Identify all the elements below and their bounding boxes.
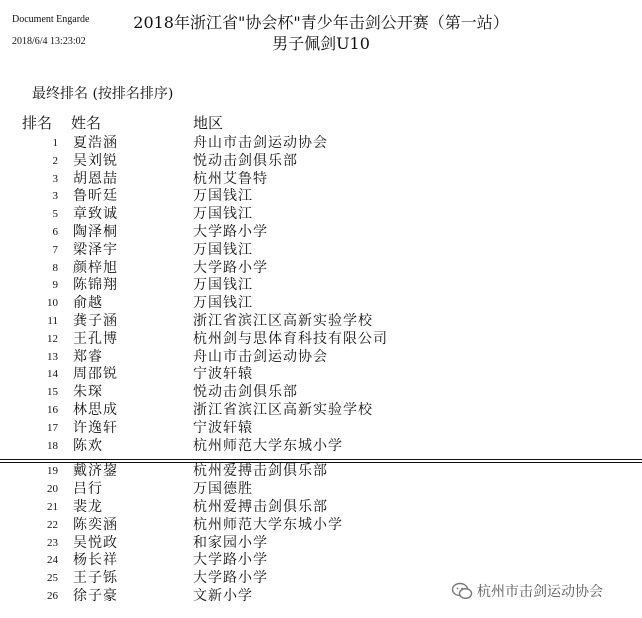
column-header-rank: 排名: [22, 114, 53, 132]
table-row: [0, 481, 642, 499]
region-cell: 舟山市击剑运动协会: [193, 348, 328, 365]
rank-cell: 13: [47, 350, 58, 363]
rank-cell: 2: [52, 154, 58, 167]
cut-line-divider: [0, 459, 642, 460]
table-row: [0, 349, 642, 367]
region-cell: 悦动击剑俱乐部: [193, 152, 298, 169]
region-cell: 大学路小学: [193, 570, 268, 587]
name-cell: 杨长祥: [73, 552, 118, 569]
region-cell: 万国钱江: [193, 188, 253, 205]
region-cell: 万国钱江: [193, 206, 253, 223]
region-cell: 舟山市击剑运动协会: [193, 135, 328, 151]
table-row: [0, 171, 642, 189]
region-cell: 万国德胜: [193, 481, 253, 498]
rank-cell: 3: [52, 172, 58, 185]
region-cell: 杭州艾鲁特: [193, 170, 268, 187]
name-cell: 章致诚: [73, 206, 118, 223]
name-cell: 胡恩喆: [73, 170, 118, 187]
region-cell: 悦动击剑俱乐部: [193, 384, 298, 401]
name-cell: 陈奕涵: [73, 516, 118, 533]
table-row: [0, 153, 642, 171]
column-header-region: 地区: [193, 114, 224, 132]
name-cell: 戴济鋆: [73, 463, 118, 480]
region-cell: 大学路小学: [193, 259, 268, 276]
name-cell: 许逸轩: [73, 419, 118, 436]
table-row: [0, 313, 642, 331]
name-cell: 裴龙: [73, 498, 103, 515]
name-cell: 龚子涵: [73, 312, 118, 329]
rank-cell: 15: [47, 386, 58, 399]
region-cell: 杭州爱搏击剑俱乐部: [193, 463, 328, 480]
name-cell: 梁泽宇: [73, 241, 118, 258]
rank-cell: 5: [52, 208, 58, 221]
rank-cell: 25: [47, 572, 58, 585]
name-cell: 夏浩涵: [73, 135, 118, 151]
rank-cell: 20: [47, 483, 58, 496]
table-row: [0, 331, 642, 349]
rank-cell: 12: [47, 332, 58, 345]
rank-cell: 16: [47, 403, 58, 416]
region-cell: 万国钱江: [193, 295, 253, 312]
region-cell: 宁波轩辕: [193, 366, 253, 383]
region-cell: 宁波轩辕: [193, 419, 253, 436]
region-cell: 万国钱江: [193, 277, 253, 294]
region-cell: 杭州师范大学东城小学: [193, 516, 343, 533]
name-cell: 徐子豪: [73, 587, 118, 604]
rank-cell: 19: [47, 465, 58, 478]
rank-cell: 3: [52, 190, 58, 203]
watermark: [451, 581, 603, 601]
region-cell: 万国钱江: [193, 241, 253, 258]
rank-cell: 1: [52, 137, 58, 149]
region-cell: 和家园小学: [193, 534, 268, 551]
rank-cell: 23: [47, 536, 58, 549]
rank-cell: 10: [47, 297, 58, 310]
name-cell: 郑睿: [73, 348, 103, 365]
name-cell: 王子铄: [73, 570, 118, 587]
region-cell: 大学路小学: [193, 552, 268, 569]
name-cell: 周邵锐: [73, 366, 118, 383]
name-cell: 陈欢: [73, 437, 103, 454]
ranking-table: [0, 135, 642, 606]
rank-cell: 14: [47, 368, 58, 381]
rank-cell: 26: [47, 589, 58, 602]
table-row: [0, 242, 642, 260]
table-row: [0, 420, 642, 438]
table-row: [0, 295, 642, 313]
table-row: [0, 224, 642, 242]
table-row: [0, 552, 642, 570]
name-cell: 吴悦政: [73, 534, 118, 551]
table-row: [0, 402, 642, 420]
region-cell: 浙江省滨江区高新实验学校: [193, 312, 373, 329]
region-cell: 文新小学: [193, 587, 253, 604]
name-cell: 王孔博: [73, 330, 118, 347]
rank-cell: 6: [52, 225, 58, 238]
table-row: [0, 188, 642, 206]
name-cell: 陈锦翔: [73, 277, 118, 294]
table-row: [0, 535, 642, 553]
rank-cell: 11: [47, 314, 58, 327]
table-row: [0, 463, 642, 481]
table-row: [0, 206, 642, 224]
table-row: [0, 517, 642, 535]
table-row: [0, 384, 642, 402]
name-cell: 吕行: [73, 481, 103, 498]
table-row: [0, 366, 642, 384]
region-cell: 杭州剑与思体育科技有限公司: [193, 330, 388, 347]
event-subtitle: 男子佩剑U10: [272, 34, 370, 53]
table-row: [0, 499, 642, 517]
rank-cell: 7: [52, 243, 58, 256]
table-row: [0, 438, 642, 456]
competition-title: 2018年浙江省"协会杯"青少年击剑公开赛（第一站）: [133, 13, 509, 32]
name-cell: 颜梓旭: [73, 259, 118, 276]
region-cell: 大学路小学: [193, 223, 268, 240]
rank-cell: 9: [52, 279, 58, 292]
name-cell: 林思成: [73, 401, 118, 418]
rank-cell: 22: [47, 518, 58, 531]
watermark-text: 杭州市击剑运动协会: [477, 584, 603, 600]
wechat-icon: [451, 582, 473, 600]
section-title: 最终排名 (按排名排序): [32, 86, 174, 102]
software-name: Document Engarde: [12, 14, 90, 25]
region-cell: 杭州师范大学东城小学: [193, 437, 343, 454]
column-header-name: 姓名: [71, 114, 102, 132]
rank-cell: 8: [52, 261, 58, 274]
name-cell: 朱琛: [73, 384, 103, 401]
table-row: [0, 135, 642, 153]
table-row: [0, 260, 642, 278]
name-cell: 鲁昕廷: [73, 188, 118, 205]
name-cell: 俞越: [73, 295, 103, 312]
region-cell: 浙江省滨江区高新实验学校: [193, 401, 373, 418]
cut-line-divider-second: [0, 462, 642, 463]
rank-cell: 18: [47, 439, 58, 452]
rank-cell: 24: [47, 554, 58, 567]
rank-cell: 21: [47, 500, 58, 513]
region-cell: 杭州爱搏击剑俱乐部: [193, 498, 328, 515]
rank-cell: 17: [47, 421, 58, 434]
table-row: [0, 277, 642, 295]
name-cell: 吴刘锐: [73, 152, 118, 169]
name-cell: 陶泽桐: [73, 223, 118, 240]
timestamp: 2018/6/4 13:23:02: [12, 36, 86, 47]
